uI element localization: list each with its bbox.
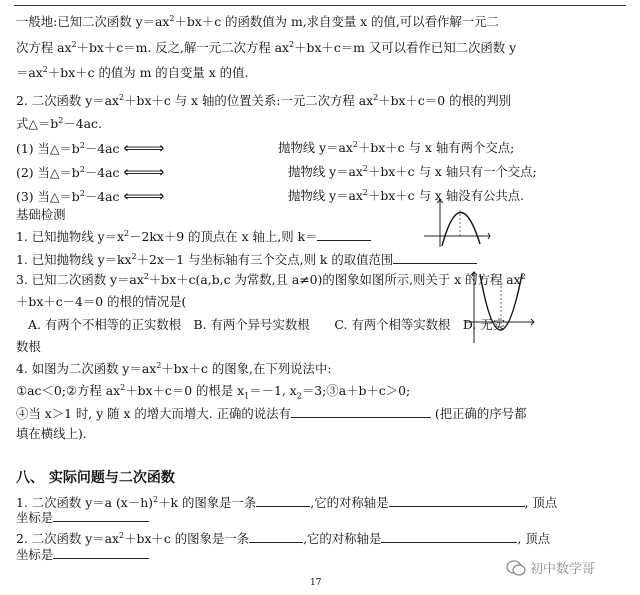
text-run: ＝－1, x — [249, 383, 297, 398]
header-rule — [14, 5, 626, 6]
answer-blank — [389, 494, 525, 507]
answer-blank — [291, 405, 431, 418]
text-run: 坐标是 — [16, 547, 54, 562]
superscript: 2 — [289, 39, 295, 49]
text-run: 1. 已知抛物线 y＝x — [16, 229, 125, 244]
text-run: －4ac. — [63, 116, 102, 131]
text-run: ＋bx＋c 与 x 轴的位置关系:一元二次方程 ax — [124, 93, 374, 108]
text-run: 2. 二次函数 y＝ax — [16, 93, 120, 108]
superscript: 2 — [119, 530, 125, 540]
text-line-l10 — [16, 188, 162, 205]
text-run: ＋bx＋c＝0 的根是 x — [125, 383, 245, 398]
text-run: ④当 x＞1 时, y 随 x 的增大而增大. 正确的说法有 — [16, 406, 291, 421]
text-run: ＋bx＋c＝m 又可以看作已知二次函数 y — [294, 40, 517, 55]
text-run: 4. 如图为二次函数 y＝ax — [16, 361, 157, 376]
text-run: ＝3;③a＋b＋c＞0; — [301, 383, 411, 398]
wechat-icon — [506, 559, 526, 577]
answer-blank — [256, 494, 310, 507]
answer-blank — [393, 251, 477, 264]
superscript: 2 — [120, 382, 126, 392]
text-run: 一般地:已知二次函数 y＝ax — [16, 14, 170, 29]
text-line-l9 — [288, 164, 537, 180]
section-title-8: 八、 实际问题与二次函数 — [16, 470, 175, 486]
answer-blank — [381, 530, 517, 543]
superscript: 2 — [124, 228, 130, 238]
text-run: 1. 二次函数 y＝a (x－h) — [16, 495, 154, 510]
text-run: 2. 二次函数 y＝ax — [16, 531, 120, 546]
text-line-l22 — [16, 426, 87, 442]
text-run: (2) 当△＝b — [16, 165, 80, 180]
text-run: ,它的对称轴是 — [310, 495, 389, 510]
text-line-l13 — [16, 228, 371, 245]
text-run: ＋bx＋c 的图象是一条 — [124, 531, 250, 546]
text-line-l2 — [16, 40, 516, 56]
superscript: 2 — [373, 92, 379, 102]
page-number: 17 — [310, 578, 322, 588]
text-run: 抛物线 y＝ax — [288, 164, 363, 179]
superscript: 2 — [71, 39, 77, 49]
superscript: 2 — [153, 494, 159, 504]
superscript: 2 — [362, 187, 368, 197]
superscript: 2 — [131, 251, 137, 261]
text-run: , 顶点 — [517, 531, 551, 546]
superscript: 2 — [119, 92, 125, 102]
text-run: ＋bx＋c 的函数值为 m,求自变量 x 的值,可以看作解一元二 — [174, 14, 499, 29]
subscript: 2 — [296, 391, 302, 401]
text-line-l20 — [16, 383, 410, 399]
text-run: －4ac — [84, 141, 124, 156]
answer-blank — [53, 546, 149, 559]
text-run: 抛物线 y＝ax — [288, 188, 363, 203]
superscript: 2 — [156, 360, 162, 370]
text-run: 3. 已知二次函数 y＝ax — [16, 272, 144, 287]
answer-blank — [249, 530, 303, 543]
superscript: 2 — [352, 139, 358, 149]
text-line-l16 — [16, 294, 186, 310]
text-run: (把正确的序号都 — [430, 406, 527, 421]
text-line-l26 — [16, 530, 550, 547]
double-arrow-icon: ⟸⟹ — [123, 187, 163, 205]
superscript: 2 — [143, 271, 149, 281]
text-run: 坐标是 — [16, 510, 54, 525]
text-run: ,它的对称轴是 — [303, 531, 382, 546]
text-run: －2kx＋9 的顶点在 x 轴上,则 k＝ — [129, 229, 318, 244]
parabola-figure-1 — [422, 198, 492, 248]
text-run: ＋bx＋c(a,b,c 为常数,且 a≠0)的图象如图所示,则关于 x 的方程 ax — [148, 272, 521, 287]
text-run: ＝ax — [16, 65, 43, 80]
text-run: －4ac — [84, 165, 124, 180]
text-run: ＋k 的图象是一条 — [158, 495, 257, 510]
text-line-l4 — [16, 93, 511, 109]
text-run: ＋bx＋c 的值为 m 的自变量 x 的值. — [47, 65, 249, 80]
superscript: 2 — [79, 188, 85, 198]
text-run: 1. 已知抛物线 y＝kx — [16, 252, 132, 267]
text-run: －4ac — [84, 189, 124, 204]
text-line-l3 — [16, 65, 248, 81]
text-run: 数根 — [16, 339, 41, 354]
text-line-l7 — [278, 140, 514, 156]
text-run: A. 有两个不相等的正实数根 B. 有两个异号实数根 C. 有两个相等实数根 D. 无实 — [28, 317, 505, 332]
text-line-l14 — [16, 251, 477, 268]
text-line-l17 — [28, 317, 505, 333]
text-line-l1 — [16, 14, 499, 30]
double-arrow-icon: ⟸⟹ — [123, 163, 163, 181]
superscript: 2 — [58, 115, 64, 125]
text-run: ①ac＜0;②方程 ax — [16, 383, 121, 398]
subscript: 1 — [244, 391, 250, 401]
text-line-l27 — [16, 546, 149, 563]
text-run: ＋bx＋c 的图象,在下列说法中: — [161, 361, 332, 376]
watermark-text: 初中数学哥 — [530, 562, 596, 577]
text-run: ＋bx＋c 与 x 轴没有公共点. — [367, 188, 525, 203]
text-run: ＋bx＋c 与 x 轴只有一个交点; — [367, 164, 537, 179]
text-run: 基础检测 — [16, 207, 66, 222]
superscript: 2 — [79, 164, 85, 174]
text-run: (3) 当△＝b — [16, 189, 80, 204]
text-run: (1) 当△＝b — [16, 141, 80, 156]
text-line-l5 — [16, 116, 102, 132]
text-line-l8 — [16, 164, 162, 181]
superscript: 2 — [520, 271, 526, 281]
superscript: 2 — [42, 64, 48, 74]
superscript: 2 — [169, 13, 175, 23]
text-run: ＋bx＋c 与 x 轴有两个交点; — [357, 140, 515, 155]
parabola-figure-2 — [466, 270, 536, 345]
text-line-l12 — [16, 207, 66, 223]
superscript: 2 — [79, 140, 85, 150]
text-run: ＋bx＋c＝0 的根的判别 — [378, 93, 512, 108]
text-line-l25 — [16, 509, 149, 526]
text-line-l21 — [16, 405, 526, 422]
answer-blank — [53, 509, 149, 522]
text-run: , 顶点 — [524, 495, 558, 510]
text-line-l6 — [16, 140, 162, 157]
text-line-l18 — [16, 339, 41, 355]
text-run: ＋bx＋c－4＝0 的根的情况是( — [16, 294, 187, 309]
text-line-l19 — [16, 361, 332, 377]
text-run: ＋2x－1 与坐标轴有三个交点,则 k 的取值范围 — [136, 252, 394, 267]
text-run: ＋bx＋c＝m. 反之,解一元二次方程 ax — [76, 40, 290, 55]
text-run: 次方程 ax — [16, 40, 72, 55]
text-run: 抛物线 y＝ax — [278, 140, 353, 155]
watermark — [506, 558, 595, 577]
answer-blank — [317, 228, 371, 241]
double-arrow-icon: ⟸⟹ — [123, 139, 163, 157]
superscript: 2 — [362, 163, 368, 173]
text-run: 填在横线上). — [16, 426, 87, 441]
text-line-l15 — [16, 272, 526, 288]
text-run: 式△＝b — [16, 116, 59, 131]
